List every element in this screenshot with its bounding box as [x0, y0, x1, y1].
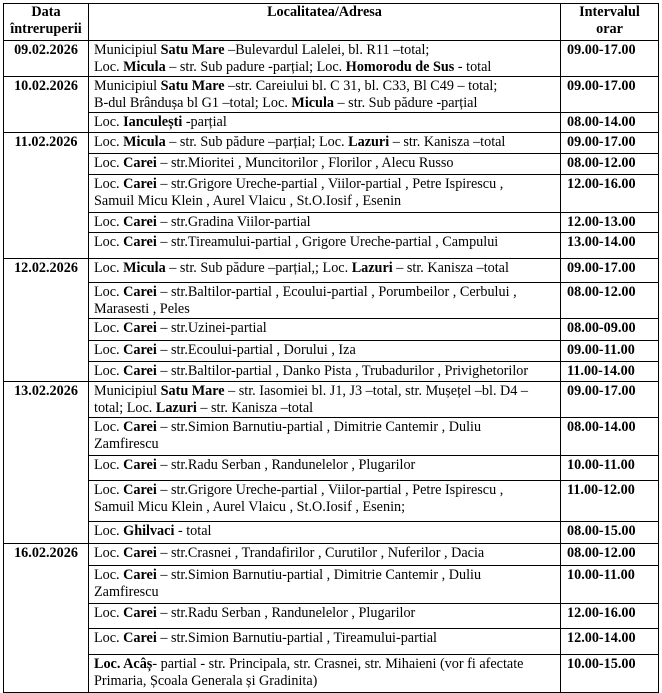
- table-row: [4, 259, 659, 283]
- date-cell: 16.02.2026: [4, 544, 89, 693]
- location-cell: [89, 77, 561, 113]
- location-cell: [89, 418, 561, 456]
- location-cell: [89, 655, 561, 693]
- address-text: - total: [174, 523, 212, 539]
- header-date: [4, 4, 89, 41]
- header-interval-line2: orar: [596, 21, 623, 37]
- table-row: [4, 233, 659, 259]
- table-row: [4, 418, 659, 456]
- header-date-line2: întreruperii: [10, 21, 82, 37]
- locality-name: Satu Mare: [160, 383, 225, 399]
- interval-cell: 09.00-17.00: [561, 77, 659, 113]
- address-text: – str.Mioritei , Muncitorilor , Florilor , Alecu Russo: [156, 155, 454, 171]
- address-text: – str.Simion Barnutiu-partial , Tireamului-partial: [156, 630, 437, 646]
- address-text: Loc.: [94, 134, 124, 150]
- interval-cell: 08.00-09.00: [561, 319, 659, 341]
- table-row: [4, 629, 659, 655]
- header-date-line1: Data: [31, 4, 61, 20]
- table-row: [4, 544, 659, 566]
- table-row: [4, 175, 659, 213]
- address-text: –Bulevardul Lalelei, bl. R11 –total;: [224, 42, 430, 58]
- address-text: – str.Ecoului-partial , Dorului , Iza: [156, 342, 356, 358]
- address-text: – str. Sub padure -parțial; Loc.: [165, 59, 346, 75]
- address-text: Loc.: [94, 320, 124, 336]
- address-text: Loc.: [94, 59, 124, 75]
- interval-cell: 13.00-14.00: [561, 233, 659, 259]
- location-cell: [89, 544, 561, 566]
- address-text: – str.Gradina Viilor-partial: [156, 214, 311, 230]
- address-text: – str.Baltilor-partial , Danko Pista , Trubadurilor , Privighetorilor: [156, 363, 529, 379]
- address-text: Loc.: [94, 114, 124, 130]
- address-text: Loc.: [94, 545, 124, 561]
- locality-name: Carei: [123, 457, 157, 473]
- table-row: [4, 481, 659, 522]
- location-cell: [89, 362, 561, 382]
- table-body: [4, 41, 659, 693]
- address-text: Loc.: [94, 260, 124, 276]
- address-text: Loc.: [94, 363, 124, 379]
- locality-name: Carei: [123, 419, 157, 435]
- table-row: [4, 604, 659, 629]
- address-text: Loc.: [94, 234, 124, 250]
- table-row: [4, 319, 659, 341]
- table-row: [4, 41, 659, 77]
- locality-name: Micula: [123, 260, 166, 276]
- interval-cell: 12.00-16.00: [561, 175, 659, 213]
- table-row: [4, 362, 659, 382]
- address-text: – str. Kanisza –total: [196, 400, 314, 416]
- location-cell: [89, 629, 561, 655]
- interval-cell: 10.00-11.00: [561, 566, 659, 604]
- address-text: Loc.: [94, 176, 124, 192]
- address-text: – str.Grigore Ureche-partial , Viilor-partial , Petre Ispirescu ,: [156, 176, 504, 192]
- locality-name: Micula: [123, 59, 166, 75]
- interval-cell: 10.00-15.00: [561, 655, 659, 693]
- address-text: Primaria, Școala Generala și Gradinita): [94, 673, 318, 689]
- table-row: [4, 283, 659, 319]
- locality-name: Carei: [123, 342, 157, 358]
- address-text: – str. Sub pădure -parțial: [333, 95, 478, 111]
- interval-cell: 09.00-17.00: [561, 133, 659, 154]
- date-cell: 12.02.2026: [4, 259, 89, 382]
- table-row: [4, 382, 659, 418]
- location-cell: [89, 522, 561, 544]
- address-text: Samuil Micu Klein , Aurel Vlaicu , St.O.Iosif , Esenin;: [94, 499, 406, 515]
- interval-cell: 08.00-12.00: [561, 154, 659, 175]
- location-cell: [89, 566, 561, 604]
- address-text: Zamfirescu: [94, 436, 159, 452]
- address-text: Loc.: [94, 630, 124, 646]
- locality-name: Lazuri: [351, 260, 393, 276]
- table-row: [4, 113, 659, 133]
- location-cell: [89, 233, 561, 259]
- header-location: [89, 4, 561, 41]
- address-text: – str.Tireamului-partial , Grigore Ureche-partial , Campului: [156, 234, 499, 250]
- date-cell: 10.02.2026: [4, 77, 89, 133]
- table-row: [4, 77, 659, 113]
- address-text: Loc.: [94, 567, 124, 583]
- address-text: Loc.: [94, 482, 124, 498]
- interval-cell: 09.00-17.00: [561, 259, 659, 283]
- locality-name: Carei: [123, 155, 157, 171]
- location-cell: [89, 259, 561, 283]
- address-text: – str. Kanisza –total: [389, 134, 506, 150]
- table-row: [4, 213, 659, 233]
- address-text: – str.Radu Serban , Randunelelor , Plugarilor: [156, 457, 416, 473]
- interval-cell: 08.00-12.00: [561, 544, 659, 566]
- date-cell: 11.02.2026: [4, 133, 89, 259]
- address-text: – str.Radu Serban , Randunelelor , Plugarilor: [156, 605, 416, 621]
- locality-name: Carei: [123, 605, 157, 621]
- address-text: Loc.: [94, 419, 124, 435]
- address-text: – str.Simion Barnutiu-partial , Dimitrie Cantemir , Duliu: [156, 419, 482, 435]
- interval-cell: 10.00-11.00: [561, 456, 659, 481]
- locality-name: Carei: [123, 284, 157, 300]
- table-row: [4, 341, 659, 362]
- locality-name: Micula: [123, 134, 166, 150]
- location-cell: [89, 113, 561, 133]
- locality-name: Carei: [123, 545, 157, 561]
- locality-name: Micula: [291, 95, 334, 111]
- interval-cell: 08.00-12.00: [561, 283, 659, 319]
- location-cell: [89, 213, 561, 233]
- table-row: [4, 133, 659, 154]
- header-row: [4, 4, 659, 41]
- address-text: Municipiul: [94, 383, 161, 399]
- address-text: - partial - str. Principala, str. Crasnei, str. Mihaieni (vor fi afectate: [152, 656, 524, 672]
- address-text: Marasesti , Peles: [94, 301, 190, 317]
- locality-name: Ghilvaci: [123, 523, 175, 539]
- interval-cell: 08.00-15.00: [561, 522, 659, 544]
- locality-name: Satu Mare: [160, 78, 225, 94]
- address-text: – str.Uzinei-partial: [156, 320, 267, 336]
- locality-name: Ianculești: [123, 114, 183, 130]
- address-text: Loc.: [94, 342, 124, 358]
- location-cell: [89, 133, 561, 154]
- date-cell: 13.02.2026: [4, 382, 89, 544]
- address-text: Loc.: [94, 523, 124, 539]
- address-text: – str.Simion Barnutiu-partial , Dimitrie Cantemir , Duliu: [156, 567, 482, 583]
- locality-name: Carei: [123, 567, 157, 583]
- address-text: Municipiul: [94, 78, 161, 94]
- location-cell: [89, 481, 561, 522]
- location-cell: [89, 319, 561, 341]
- locality-name: Carei: [123, 363, 157, 379]
- address-text: –str. Careiului bl. C 31, bl. C33, Bl C49 – total;: [224, 78, 498, 94]
- location-cell: [89, 283, 561, 319]
- address-text: - total: [454, 59, 492, 75]
- location-cell: [89, 604, 561, 629]
- address-text: – str. Sub pădure –parțial; Loc.: [165, 134, 349, 150]
- locality-name: Homorodu de Sus: [345, 59, 455, 75]
- address-text: -parțial: [182, 114, 227, 130]
- interval-cell: 12.00-13.00: [561, 213, 659, 233]
- address-text: – str. Sub pădure –parțial,; Loc.: [165, 260, 352, 276]
- address-text: – str.Baltilor-partial , Ecoului-partial , Porumbeilor , Cerbului ,: [156, 284, 517, 300]
- outage-schedule-table: [3, 3, 659, 693]
- location-cell: [89, 175, 561, 213]
- address-text: Loc.: [94, 284, 124, 300]
- locality-name: Carei: [123, 234, 157, 250]
- address-text: – str.Crasnei , Trandafirilor , Curutilor , Nuferilor , Dacia: [156, 545, 485, 561]
- address-text: Loc.: [94, 605, 124, 621]
- locality-name: Lazuri: [155, 400, 197, 416]
- interval-cell: 08.00-14.00: [561, 113, 659, 133]
- header-location-label: Localitatea/Adresa: [267, 4, 382, 20]
- address-text: Loc.: [94, 457, 124, 473]
- locality-name: Loc. Acâș: [94, 656, 153, 672]
- address-text: total; Loc.: [94, 400, 156, 416]
- locality-name: Satu Mare: [160, 42, 225, 58]
- location-cell: [89, 154, 561, 175]
- table-row: [4, 655, 659, 693]
- interval-cell: 09.00-17.00: [561, 382, 659, 418]
- address-text: Samuil Micu Klein , Aurel Vlaicu , St.O.Iosif , Esenin: [94, 193, 402, 209]
- locality-name: Carei: [123, 176, 157, 192]
- address-text: – str.Grigore Ureche-partial , Viilor-partial , Petre Ispirescu ,: [156, 482, 504, 498]
- address-text: – str. Iasomiei bl. J1, J3 –total, str. Mușețel –bl. D4 –: [224, 383, 529, 399]
- interval-cell: 12.00-14.00: [561, 629, 659, 655]
- table-row: [4, 566, 659, 604]
- interval-cell: 12.00-16.00: [561, 604, 659, 629]
- location-cell: [89, 341, 561, 362]
- interval-cell: 11.00-12.00: [561, 481, 659, 522]
- table-row: [4, 154, 659, 175]
- location-cell: [89, 41, 561, 77]
- locality-name: Carei: [123, 214, 157, 230]
- address-text: Municipiul: [94, 42, 161, 58]
- interval-cell: 11.00-14.00: [561, 362, 659, 382]
- address-text: B-dul Brândușa bl G1 –total; Loc.: [94, 95, 292, 111]
- date-cell: 09.02.2026: [4, 41, 89, 77]
- locality-name: Lazuri: [348, 134, 390, 150]
- interval-cell: 09.00-17.00: [561, 41, 659, 77]
- location-cell: [89, 382, 561, 418]
- interval-cell: 09.00-11.00: [561, 341, 659, 362]
- header-interval: [561, 4, 659, 41]
- table-row: [4, 456, 659, 481]
- locality-name: Carei: [123, 482, 157, 498]
- address-text: Zamfirescu: [94, 584, 159, 600]
- interval-cell: 08.00-14.00: [561, 418, 659, 456]
- locality-name: Carei: [123, 630, 157, 646]
- header-interval-line1: Intervalul: [579, 4, 640, 20]
- locality-name: Carei: [123, 320, 157, 336]
- table-row: [4, 522, 659, 544]
- address-text: Loc.: [94, 155, 124, 171]
- location-cell: [89, 456, 561, 481]
- address-text: Loc.: [94, 214, 124, 230]
- address-text: – str. Kanisza –total: [392, 260, 509, 276]
